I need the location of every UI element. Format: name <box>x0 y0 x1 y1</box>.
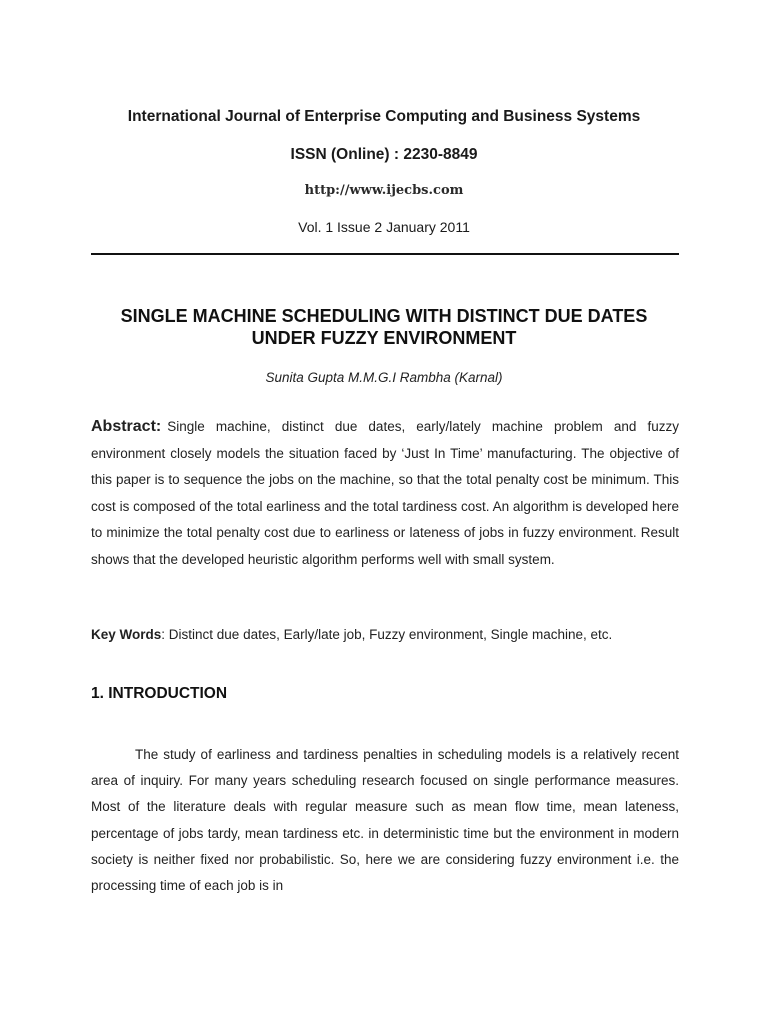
paper-title-line-2: UNDER FUZZY ENVIRONMENT <box>251 328 517 348</box>
abstract-text: Single machine, distinct due dates, early/lately machine problem and fuzzy environment closely models the situation faced by ‘Just In Time’ manufacturing. The objective of this paper is to sequence the jobs on the machine, so that the total penalty cost be minimum. This cost is composed of the total earliness and the total tardiness cost. An algorithm is developed here to minimize the total penalty cost due to earliness or lateness of jobs in fuzzy environment. Result shows that the developed heuristic algorithm performs well with small system. <box>91 419 679 567</box>
issn: ISSN (Online) : 2230-8849 <box>290 146 478 163</box>
paper-title-line-1: SINGLE MACHINE SCHEDULING WITH DISTINCT DUE DATES <box>120 306 648 326</box>
abstract-label: Abstract: <box>91 418 162 435</box>
author-line: Sunita Gupta M.M.G.I Rambha (Karnal) <box>265 370 503 385</box>
header-divider <box>91 253 679 255</box>
introduction-paragraph: The study of earliness and tardiness penalties in scheduling models is a relatively recent area of inquiry. For many years scheduling research focused on single performance measures. Most of the literature deals with regular measure such as mean flow time, mean lateness, percentage of jobs tardy, mean tardiness etc. in deterministic time but the environment in modern society is neither fixed nor probabilistic. So, here we are considering fuzzy environment i.e. the processing time of each job is in <box>91 747 679 894</box>
keywords-label: Key Words <box>91 627 162 642</box>
volume-issue: Vol. 1 Issue 2 January 2011 <box>298 219 470 235</box>
journal-url[interactable]: http://www.ijecbs.com <box>304 183 464 198</box>
introduction-heading: 1. INTRODUCTION <box>91 685 228 702</box>
keywords-paragraph <box>91 627 679 642</box>
journal-name: International Journal of Enterprise Computing and Business Systems <box>127 108 641 125</box>
paper-title <box>0 305 768 349</box>
abstract-paragraph <box>91 414 679 573</box>
keywords-text: : Distinct due dates, Early/late job, Fuzzy environment, Single machine, etc. <box>161 627 613 642</box>
